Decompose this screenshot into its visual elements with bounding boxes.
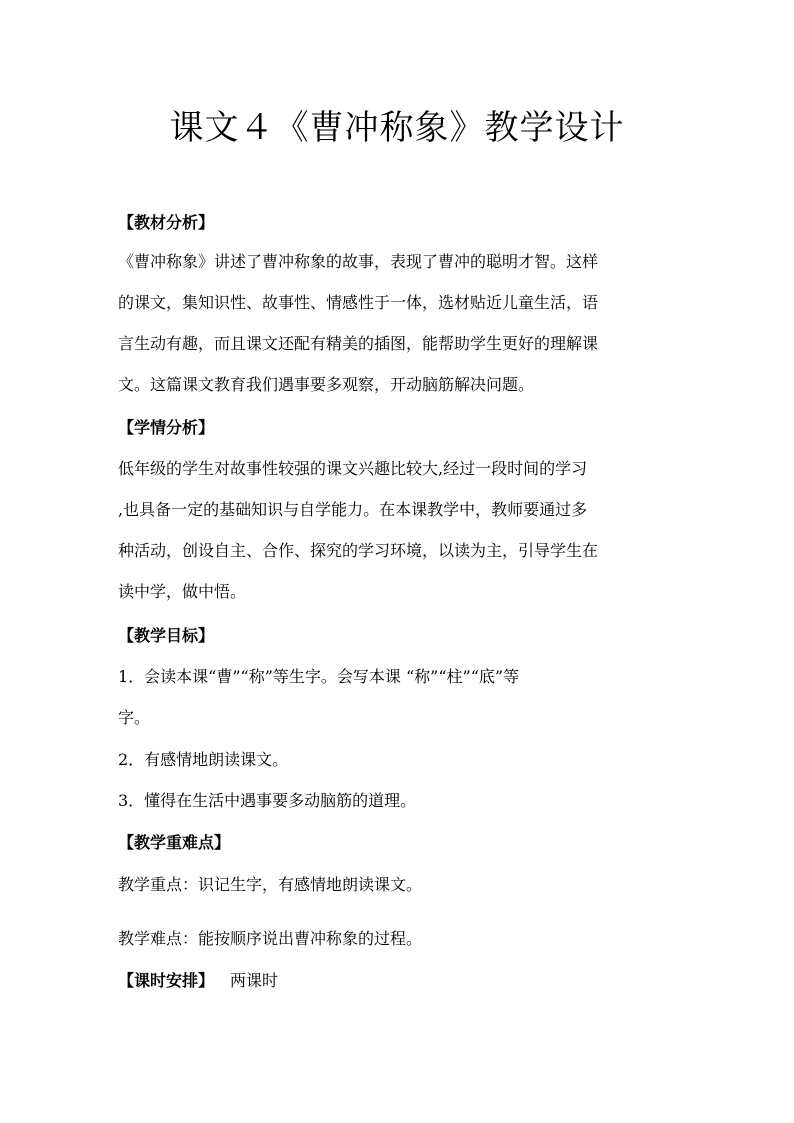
paragraph-line: 教学难点：能按顺序说出曹冲称象的过程。 [118,929,423,948]
list-item: 2．有感情地朗读课文。 [118,750,289,769]
section-heading-teaching-objectives: 【教学目标】 [118,626,215,645]
section-heading-schedule: 【课时安排】 [118,971,215,990]
list-item: 1．会读本课“曹”“称”等生字。会写本课 “称”“柱”“底”等 [118,667,520,686]
paragraph-line: 《曹冲称象》讲述了曹冲称象的故事，表现了曹冲的聪明才智。这样 [118,252,599,271]
section-schedule [118,969,680,993]
document-title: 课文４《曹冲称象》教学设计 [169,108,625,148]
section-heading-student-analysis: 【学情分析】 [118,418,215,437]
paragraph-line: 种活动，创设自主、合作、探究的学习环境，以读为主，引导学生在 [118,541,599,560]
paragraph-line: 文。这篇课文教育我们遇事要多观察，开动脑筋解决问题。 [118,375,535,394]
paragraph-line: 教学重点：识记生字，有感情地朗读课文。 [118,875,423,894]
paragraph-line: 的课文，集知识性、故事性、情感性于一体，选材贴近儿童生活，语 [118,293,599,312]
paragraph-line: ,也具备一定的基础知识与自学能力。在本课教学中，教师要通过多 [118,500,588,519]
schedule-value: 两课时 [230,971,279,990]
paragraph-line: 言生动有趣，而且课文还配有精美的插图，能帮助学生更好的理解课 [118,334,599,353]
list-item: 3．懂得在生活中遇事要多动脑筋的道理。 [118,791,417,810]
section-heading-textbook-analysis: 【教材分析】 [118,213,215,232]
paragraph-line: 读中学，做中悟。 [118,582,247,601]
section-heading-key-points: 【教学重难点】 [118,833,231,852]
list-item-continuation: 字。 [118,708,151,727]
paragraph-line: 低年级的学生对故事性较强的课文兴趣比较大,经过一段时间的学习 [118,459,588,478]
